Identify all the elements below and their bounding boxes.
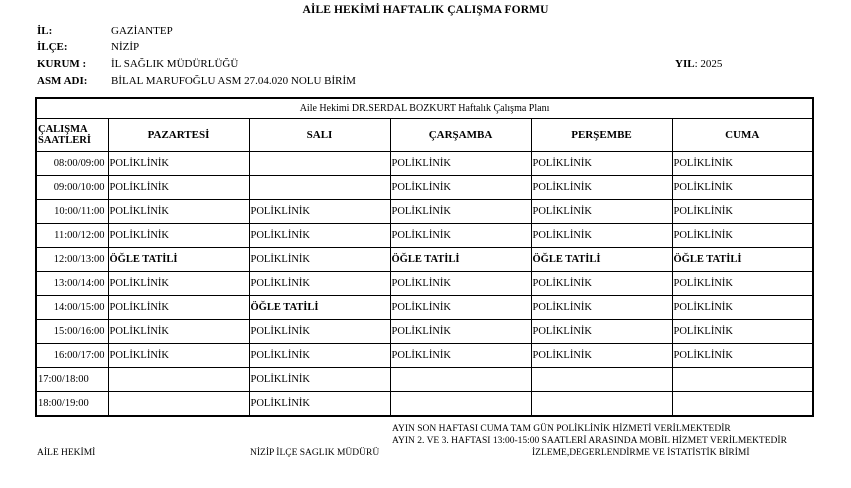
footer-family-doctor: AİLE HEKİMİ	[37, 448, 96, 458]
table-row	[36, 176, 813, 200]
meta-value: NİZİP	[111, 41, 140, 53]
time-slot-cell: 10:00/11:00	[36, 200, 108, 224]
meta-key: İLÇE:	[37, 41, 68, 53]
meta-key: İL:	[37, 25, 53, 37]
time-slot-cell: 18:00/19:00	[36, 392, 108, 417]
header-hours: ÇALIŞMA SAATLERİ	[36, 119, 108, 152]
meta-value: BİLAL MARUFOĞLU ASM 27.04.020 NOLU BİRİM	[111, 75, 356, 87]
time-slot-cell: 08:00/09:00	[36, 152, 108, 176]
table-row	[36, 320, 813, 344]
schedule-cell: POLİKLİNİK	[108, 296, 249, 320]
schedule-cell: ÖĞLE TATİLİ	[249, 296, 390, 320]
schedule-cell: POLİKLİNİK	[531, 224, 672, 248]
schedule-cell: POLİKLİNİK	[390, 200, 531, 224]
schedule-cell	[249, 152, 390, 176]
year-value: : 2025	[694, 58, 723, 70]
footer-district-director: NİZİP İLÇE SAGLIK MÜDÜRÜ	[250, 448, 380, 458]
schedule-cell: POLİKLİNİK	[390, 272, 531, 296]
schedule-cell: POLİKLİNİK	[390, 296, 531, 320]
header-thursday: PERŞEMBE	[531, 119, 672, 152]
table-header-row	[36, 119, 813, 152]
schedule-cell: POLİKLİNİK	[249, 200, 390, 224]
schedule-cell: POLİKLİNİK	[249, 224, 390, 248]
schedule-cell: POLİKLİNİK	[390, 176, 531, 200]
schedule-cell	[108, 392, 249, 417]
time-slot-cell: 15:00/16:00	[36, 320, 108, 344]
schedule-cell	[531, 392, 672, 417]
schedule-cell	[249, 176, 390, 200]
schedule-cell: POLİKLİNİK	[672, 296, 813, 320]
table-row	[36, 248, 813, 272]
time-slot-cell: 12:00/13:00	[36, 248, 108, 272]
header-friday: CUMA	[672, 119, 813, 152]
schedule-cell: ÖĞLE TATİLİ	[390, 248, 531, 272]
schedule-cell: POLİKLİNİK	[531, 320, 672, 344]
schedule-cell: POLİKLİNİK	[672, 176, 813, 200]
schedule-cell: POLİKLİNİK	[108, 344, 249, 368]
note-last-week: AYIN SON HAFTASI CUMA TAM GÜN POLİKLİNİK HİZMETİ VERİLMEKTEDİR	[392, 424, 731, 434]
schedule-cell	[672, 368, 813, 392]
schedule-cell: ÖĞLE TATİLİ	[672, 248, 813, 272]
schedule-cell: POLİKLİNİK	[531, 176, 672, 200]
meta-key: ASM ADI:	[37, 75, 88, 87]
schedule-cell: POLİKLİNİK	[108, 176, 249, 200]
schedule-cell: POLİKLİNİK	[249, 368, 390, 392]
schedule-cell: POLİKLİNİK	[249, 248, 390, 272]
table-row	[36, 368, 813, 392]
schedule-cell: POLİKLİNİK	[390, 224, 531, 248]
table-caption-row	[36, 98, 813, 119]
schedule-cell: POLİKLİNİK	[249, 344, 390, 368]
header-tuesday: SALI	[249, 119, 390, 152]
schedule-cell: POLİKLİNİK	[531, 272, 672, 296]
table-row	[36, 296, 813, 320]
schedule-cell: POLİKLİNİK	[249, 320, 390, 344]
time-slot-cell: 11:00/12:00	[36, 224, 108, 248]
schedule-cell: POLİKLİNİK	[672, 224, 813, 248]
schedule-cell	[672, 392, 813, 417]
year-key: YIL	[675, 58, 695, 70]
form-title: AİLE HEKİMİ HAFTALIK ÇALIŞMA FORMU	[302, 4, 549, 16]
meta-value: İL SAĞLIK MÜDÜRLÜĞÜ	[111, 58, 239, 70]
schedule-cell: POLİKLİNİK	[108, 320, 249, 344]
schedule-cell: POLİKLİNİK	[390, 344, 531, 368]
schedule-cell: POLİKLİNİK	[249, 272, 390, 296]
schedule-cell: ÖĞLE TATİLİ	[108, 248, 249, 272]
weekly-plan-table	[35, 97, 814, 417]
table-row	[36, 224, 813, 248]
note-mobile-service: AYIN 2. VE 3. HAFTASI 13:00-15:00 SAATLERİ ARASINDA MOBİL HİZMET VERİLMEKTEDİR	[392, 436, 787, 446]
time-slot-cell: 14:00/15:00	[36, 296, 108, 320]
time-slot-cell: 13:00/14:00	[36, 272, 108, 296]
table-row	[36, 200, 813, 224]
schedule-cell	[390, 392, 531, 417]
schedule-cell: POLİKLİNİK	[108, 152, 249, 176]
schedule-cell	[108, 368, 249, 392]
schedule-cell: POLİKLİNİK	[108, 224, 249, 248]
schedule-cell: POLİKLİNİK	[672, 152, 813, 176]
schedule-cell	[390, 368, 531, 392]
meta-key: KURUM :	[37, 58, 87, 70]
time-slot-cell: 16:00/17:00	[36, 344, 108, 368]
table-row	[36, 152, 813, 176]
footer-monitoring-unit: İZLEME,DEGERLENDİRME VE İSTATİSTİK BİRİMİ	[532, 448, 750, 458]
table-caption: Aile Hekimi DR.SERDAL BOZKURT Haftalık Çalışma Planı	[36, 98, 813, 119]
schedule-cell: POLİKLİNİK	[672, 272, 813, 296]
schedule-cell	[531, 368, 672, 392]
schedule-cell: POLİKLİNİK	[672, 344, 813, 368]
time-slot-cell: 09:00/10:00	[36, 176, 108, 200]
meta-value: GAZİANTEP	[111, 25, 173, 37]
schedule-cell: POLİKLİNİK	[108, 272, 249, 296]
table-row	[36, 344, 813, 368]
year-field	[675, 58, 722, 70]
schedule-cell: POLİKLİNİK	[390, 152, 531, 176]
schedule-cell: POLİKLİNİK	[531, 344, 672, 368]
table-row	[36, 392, 813, 417]
header-wednesday: ÇARŞAMBA	[390, 119, 531, 152]
schedule-cell: POLİKLİNİK	[531, 296, 672, 320]
schedule-cell: POLİKLİNİK	[108, 200, 249, 224]
schedule-cell: POLİKLİNİK	[531, 152, 672, 176]
schedule-cell: POLİKLİNİK	[531, 200, 672, 224]
header-monday: PAZARTESİ	[108, 119, 249, 152]
schedule-cell: POLİKLİNİK	[672, 320, 813, 344]
schedule-cell: POLİKLİNİK	[390, 320, 531, 344]
schedule-cell: ÖĞLE TATİLİ	[531, 248, 672, 272]
schedule-cell: POLİKLİNİK	[249, 392, 390, 417]
table-row	[36, 272, 813, 296]
time-slot-cell: 17:00/18:00	[36, 368, 108, 392]
schedule-cell: POLİKLİNİK	[672, 200, 813, 224]
